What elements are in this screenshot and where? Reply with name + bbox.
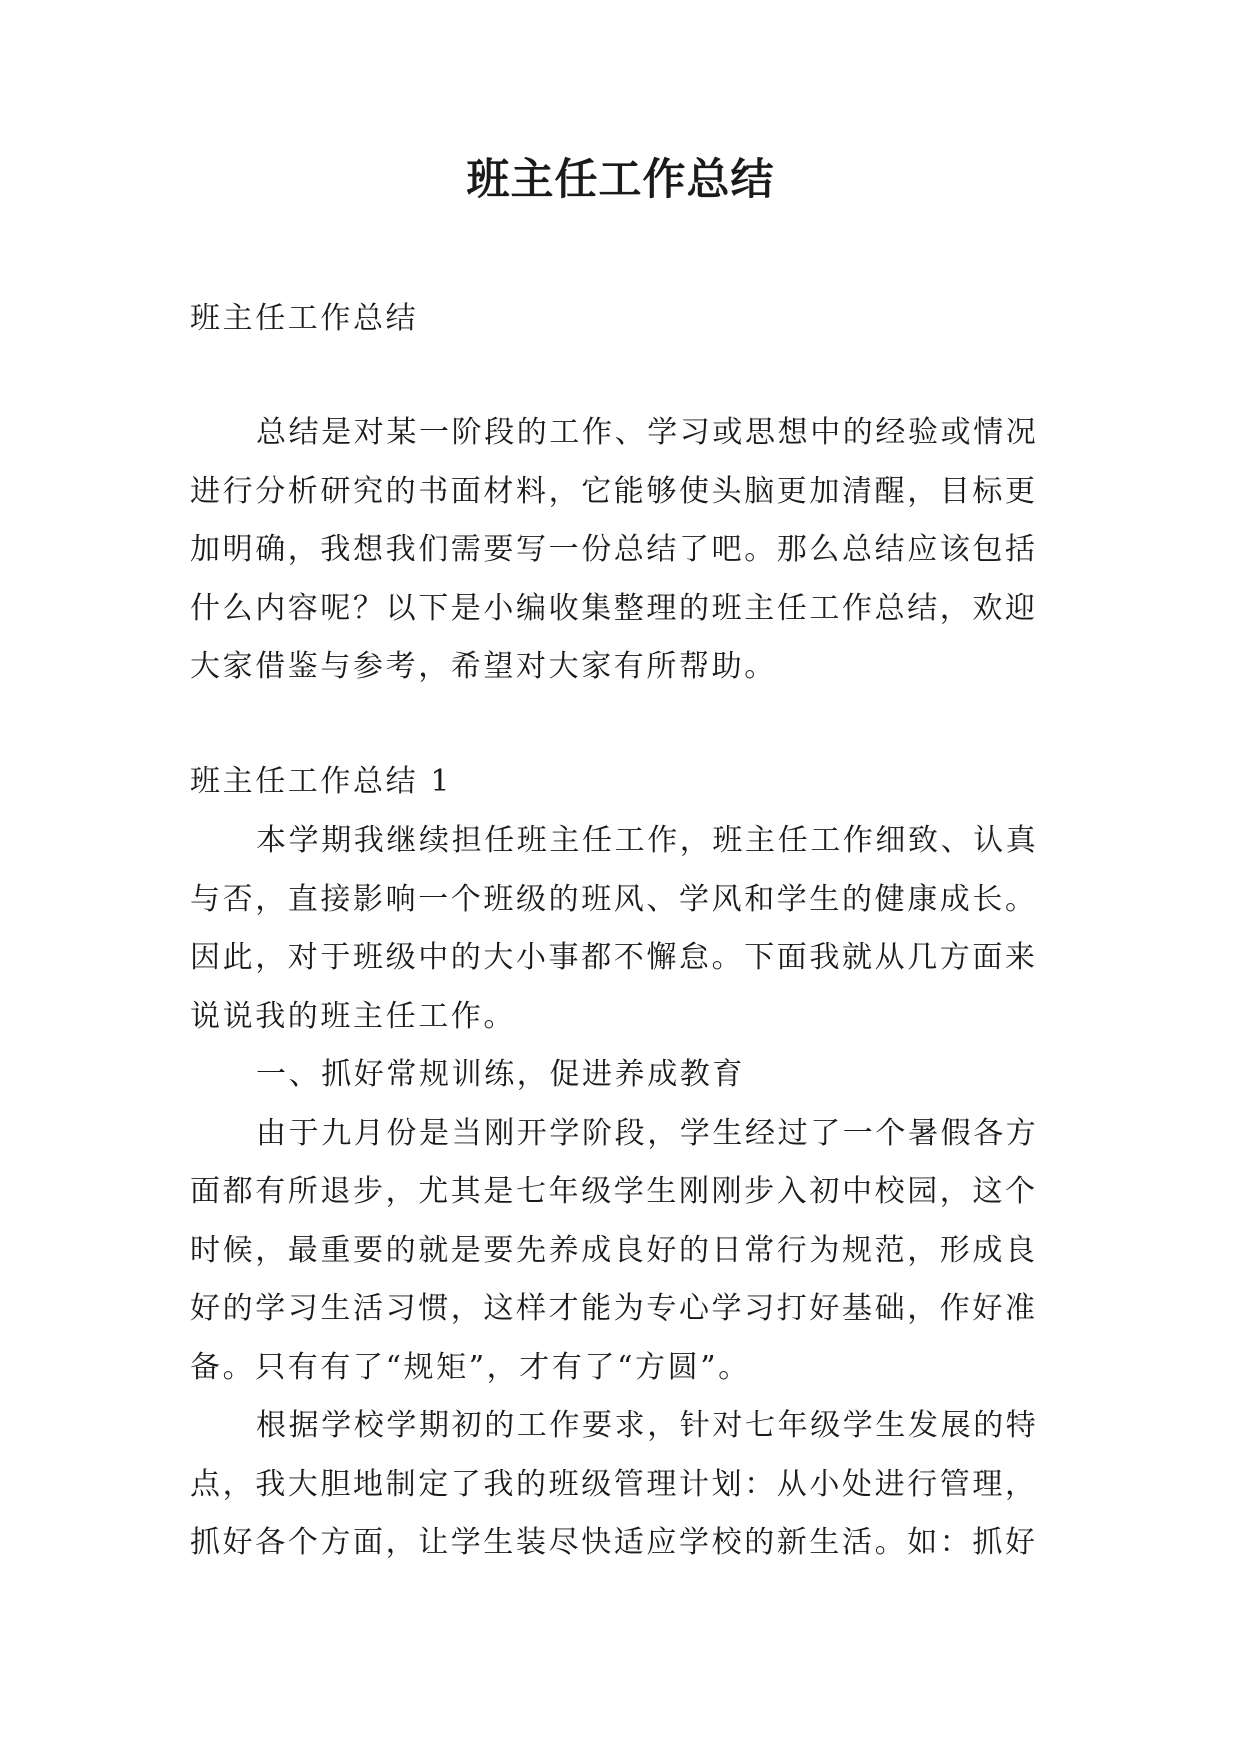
body-heading-1: 一、抓好常规训练，促进养成教育 [256,1057,745,1092]
document-title: 班主任工作总结 [466,155,775,205]
body-paragraph-3: 根据学校学期初的工作要求，针对七年级学生发展的特点，我大胆地制定了我的班级管理计划：从小处进行管理，抓好各个方面，让学生装尽快适应学校的新生活。如：抓好 [190,1408,1039,1560]
document-subtitle: 班主任工作总结 [190,301,419,336]
body-paragraph-2: 由于九月份是当刚开学阶段，学生经过了一个暑假各方面都有所退步，尤其是七年级学生刚刚步入初中校园，这个时候，最重要的就是要先养成良好的日常行为规范，形成良好的学习生活习惯，这样才能为专心学习打好基础，作好准备。只有有了“规矩”，才有了“方圆”。 [190,1115,1039,1385]
intro-paragraph: 总结是对某一阶段的工作、学习或思想中的经验或情况进行分析研究的书面材料，它能够使头脑更加清醒，目标更加明确，我想我们需要写一份总结了吧。那么总结应该包括什么内容呢？以下是小编收集整理的班主任工作总结，欢迎大家借鉴与参考，希望对大家有所帮助。 [190,415,1039,684]
section-body [190,812,1070,1573]
body-paragraph-1: 本学期我继续担任班主任工作，班主任工作细致、认真与否，直接影响一个班级的班风、学风和学生的健康成长。因此，对于班级中的大小事都不懈怠。下面我就从几方面来说说我的班主任工作。 [190,823,1039,1034]
section-title: 班主任工作总结 1 [190,764,453,799]
